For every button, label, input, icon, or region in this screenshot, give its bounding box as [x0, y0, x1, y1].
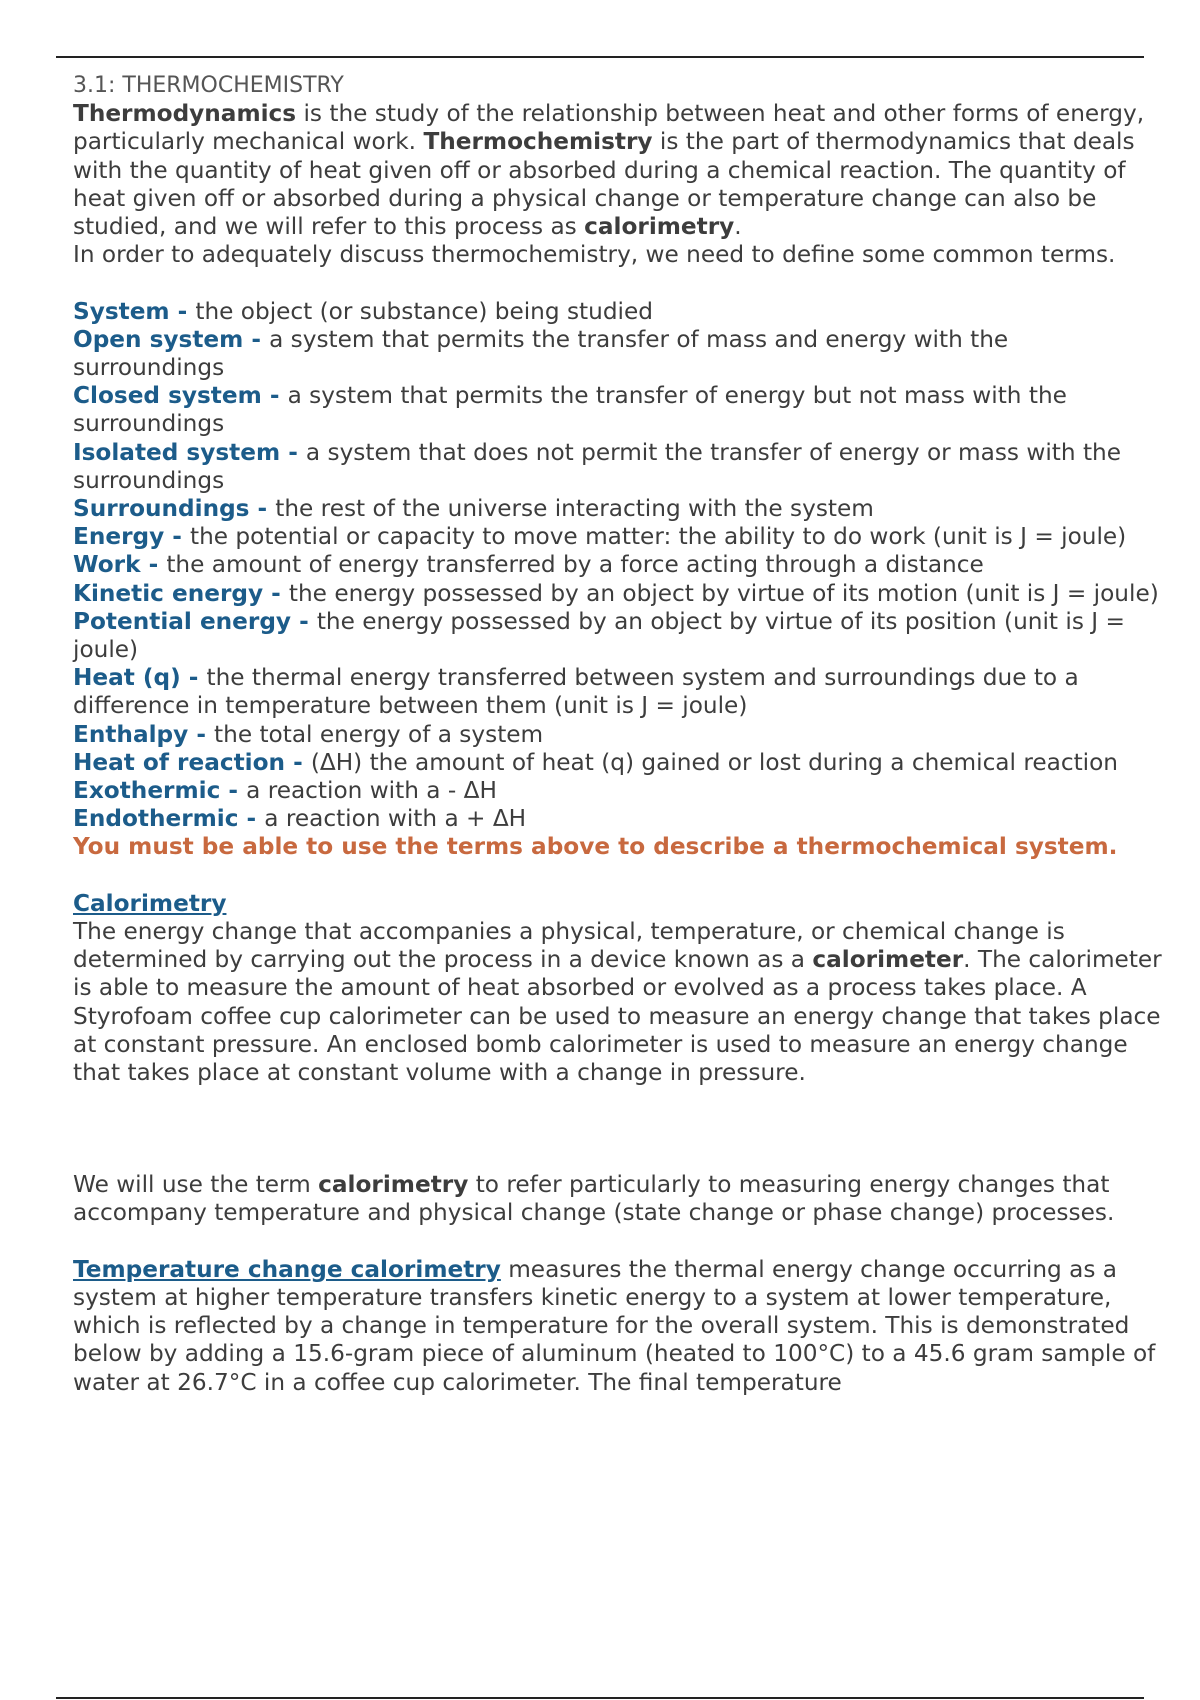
definition-text: the thermal energy transferred between system and surroundings due to a difference in temperature between them (unit is J = joule): [73, 664, 1079, 720]
calorimetry-use-text-2: to refer particularly to measuring energy changes that accompany temperature and physical change (state change or phase change) processes.: [73, 1171, 1115, 1227]
definition-term: Open system -: [73, 325, 270, 353]
spacer: [73, 862, 1163, 890]
definition-item: [73, 523, 1163, 551]
document-page: [73, 72, 1163, 1397]
definition-text: a reaction with a + ΔH: [264, 805, 527, 833]
definition-item: [73, 580, 1163, 608]
definition-term: Kinetic energy -: [73, 579, 289, 607]
definition-item: [73, 805, 1163, 833]
definition-item: [73, 664, 1163, 720]
term-calorimetry-2: calorimetry: [318, 1171, 469, 1199]
spacer: [73, 1228, 1163, 1256]
definition-text: the energy possessed by an object by virtue of its position (unit is J = joule): [73, 607, 1125, 664]
definitions-list: [73, 298, 1163, 834]
definition-term: Heat of reaction -: [73, 748, 311, 776]
intro-text-3: .: [734, 213, 742, 241]
definition-term: System -: [73, 297, 196, 325]
calorimetry-text-1: The energy change that accompanies a physical, temperature, or chemical change is determined by carrying out the process in a device known as a: [73, 918, 1065, 974]
definition-item: [73, 439, 1163, 495]
definition-text: the rest of the universe interacting with the system: [275, 495, 874, 523]
intro-text-1: is the study of the relationship between heat and other forms of energy, particularly mechanical work.: [73, 100, 1145, 156]
term-calorimetry: calorimetry: [584, 213, 735, 241]
definition-text: the energy possessed by an object by virtue of its motion (unit is J = joule): [288, 579, 1159, 607]
definition-term: Exothermic -: [73, 777, 247, 805]
definition-text: a system that permits the transfer of energy but not mass with the surroundings: [73, 382, 1067, 438]
definition-term: Closed system -: [73, 382, 288, 410]
definition-text: the total energy of a system: [214, 720, 544, 748]
top-rule: [56, 56, 1144, 58]
definition-text: the potential or capacity to move matter: the ability to do work (unit is J = joule): [190, 523, 1127, 551]
definition-term: Work -: [73, 551, 167, 579]
definition-text: (ΔH) the amount of heat (q) gained or lost during a chemical reaction: [310, 748, 1118, 776]
intro-define-line: In order to adequately discuss thermochemistry, we need to define some common terms.: [73, 241, 1116, 269]
definition-item: [73, 495, 1163, 523]
definition-term: Enthalpy -: [73, 720, 215, 748]
definition-term: Surroundings -: [73, 495, 276, 523]
calorimetry-use-paragraph: [73, 1171, 1163, 1227]
definition-term: Energy -: [73, 523, 190, 551]
definition-item: [73, 721, 1163, 749]
calorimetry-paragraph: [73, 918, 1163, 1087]
definition-term: Isolated system -: [73, 438, 306, 466]
definition-item: [73, 608, 1163, 664]
definition-text: a system that permits the transfer of mass and energy with the surroundings: [73, 325, 1009, 382]
definition-item: [73, 382, 1163, 438]
spacer: [73, 269, 1163, 297]
definition-text: the object (or substance) being studied: [195, 297, 653, 325]
temperature-change-text: measures the thermal energy change occurring as a system at higher temperature transfers kinetic energy to a system at lower temperature, which is reflected by a change in temperature for the overall system. This is demonstrated below by adding a 15.6-gram piece of aluminum (heated to 100°C) to a 45.6 gram sample of water at 26.7°C in a coffee cup calorimeter. The final temperature: [73, 1255, 1156, 1396]
definition-text: a reaction with a - ΔH: [246, 777, 497, 805]
calorimetry-heading-link[interactable]: Calorimetry: [73, 889, 227, 917]
definition-text: the amount of energy transferred by a force acting through a distance: [166, 551, 984, 579]
section-title: 3.1: THERMOCHEMISTRY: [73, 73, 344, 98]
term-thermochemistry: Thermochemistry: [423, 128, 653, 156]
warning-note: You must be able to use the terms above to describe a thermochemical system.: [73, 833, 1118, 861]
calorimetry-use-text-1: We will use the term: [73, 1171, 319, 1199]
calorimetry-heading[interactable]: [73, 890, 1163, 918]
definition-term: Heat (q) -: [73, 664, 207, 692]
definition-item: [73, 298, 1163, 326]
temperature-change-paragraph: [73, 1256, 1163, 1397]
term-thermodynamics: Thermodynamics: [73, 100, 297, 128]
term-calorimeter: calorimeter: [812, 946, 964, 974]
intro-paragraph: [73, 100, 1163, 241]
definition-item: [73, 326, 1163, 382]
definition-text: a system that does not permit the transfer of energy or mass with the surroundings: [73, 438, 1122, 494]
definition-item: [73, 749, 1163, 777]
intro-text-2: is the part of thermodynamics that deals with the quantity of heat given off or absorbed during a chemical reaction. The quantity of heat given off or absorbed during a physical change or temperature change can also be studied, and we will refer to this process as: [73, 128, 1135, 241]
spacer: [73, 1087, 1163, 1171]
definition-term: Potential energy -: [73, 607, 317, 635]
temperature-change-heading-link[interactable]: Temperature change calorimetry: [73, 1255, 501, 1283]
definition-term: Endothermic -: [73, 805, 265, 833]
definition-item: [73, 551, 1163, 579]
definition-item: [73, 777, 1163, 805]
bottom-rule: [56, 1697, 1144, 1699]
calorimetry-text-2: . The calorimeter is able to measure the amount of heat absorbed or evolved as a process takes place. A Styrofoam coffee cup calorimeter can be used to measure an energy change that takes place at constant pressure. An enclosed bomb calorimeter is used to measure an energy change that takes place at constant volume with a change in pressure.: [73, 946, 1162, 1087]
